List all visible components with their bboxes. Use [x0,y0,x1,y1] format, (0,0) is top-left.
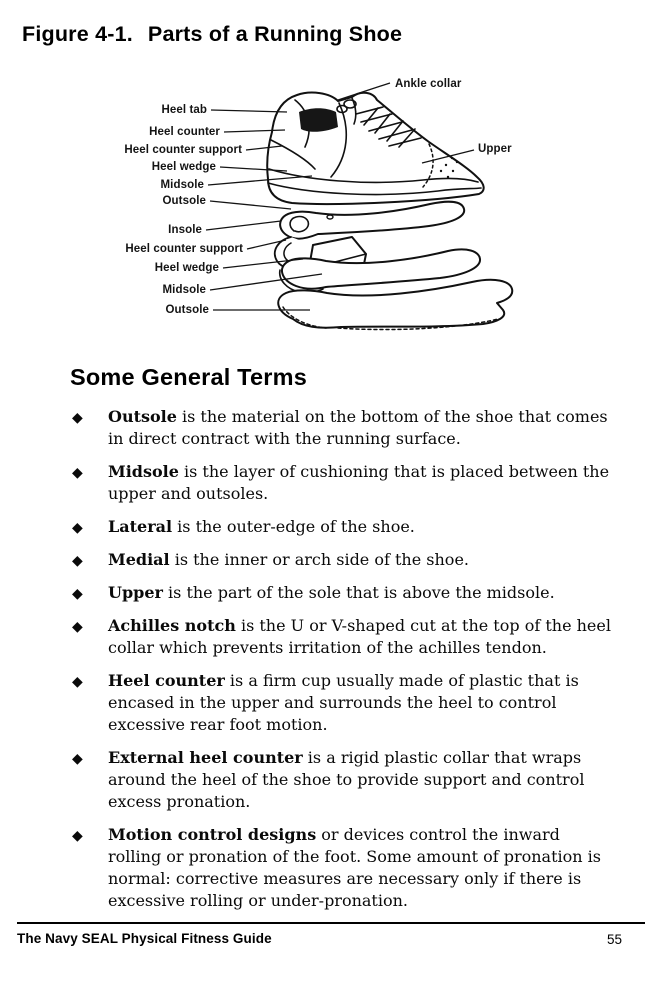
label-heel-counter: Heel counter [149,126,220,138]
shoe-diagram-art [0,70,661,362]
term-definition: is the material on the bottom of the shoe that comes in direct contract with the running surface. [108,407,608,448]
label-midsole-exploded: Midsole [162,284,206,296]
term-item-medial [70,549,613,571]
terms-list [70,406,618,912]
term-word: Achilles notch [108,616,236,635]
diamond-bullet-icon: ◆ [72,586,83,602]
term-definition: or devices control the inward rolling or pronation of the foot. Some amount of pronation is normal: corrective measures are necessary only if there is excessive rolling or under-pronation. [108,825,601,910]
term-word: Motion control designs [108,825,317,844]
label-heel-wedge-exploded: Heel wedge [154,262,219,274]
term-definition: is the layer of cushioning that is placed between the upper and outsoles. [108,462,610,503]
term-definition: is a firm cup usually made of plastic that is encased in the upper and surrounds the heel to control excessive rear foot motion. [108,671,579,734]
term-item-motion-control-designs [70,824,613,912]
footer-book-title: The Navy SEAL Physical Fitness Guide [17,931,272,946]
label-heel-tab: Heel tab [161,104,207,116]
term-word: Lateral [108,517,173,536]
term-definition: is the U or V-shaped cut at the top of the heel collar which prevents irritation of the achilles tendon. [108,616,611,657]
diamond-bullet-icon: ◆ [72,553,83,569]
running-shoe-diagram [0,70,661,362]
diamond-bullet-icon: ◆ [72,465,83,481]
diamond-bullet-icon: ◆ [72,619,83,635]
label-heel-counter-support-exploded: Heel counter support [125,243,243,255]
label-heel-counter-support: Heel counter support [124,144,242,156]
footer-divider [17,922,645,924]
label-outsole: Outsole [162,195,206,207]
label-midsole: Midsole [160,179,204,191]
diamond-bullet-icon: ◆ [72,520,83,536]
term-word: Midsole [108,462,179,481]
term-definition: is a rigid plastic collar that wraps around the heel of the shoe to provide support and control excess pronation. [108,748,585,811]
term-item-external-heel-counter [70,747,613,813]
term-definition: is the inner or arch side of the shoe. [169,550,469,569]
diamond-bullet-icon: ◆ [72,828,83,844]
label-outsole-exploded: Outsole [165,304,209,316]
label-insole-exploded: Insole [168,224,202,236]
term-word: Outsole [108,407,177,426]
term-definition: is the part of the sole that is above the midsole. [162,583,555,602]
general-terms-section [70,364,618,923]
term-word: Medial [108,550,170,569]
term-word: External heel counter [108,748,303,767]
label-ankle-collar: Ankle collar [395,78,462,90]
footer-page-number: 55 [606,932,622,947]
diamond-bullet-icon: ◆ [72,410,83,426]
figure-label: Figure 4-1. [22,22,133,46]
term-item-upper [70,582,613,604]
term-item-achilles-notch [70,615,613,659]
figure-title [22,22,402,47]
diamond-bullet-icon: ◆ [72,751,83,767]
term-item-outsole [70,406,613,450]
term-item-heel-counter [70,670,613,736]
term-word: Upper [108,583,163,602]
exploded-sole-stack [275,202,512,330]
laces [337,100,421,147]
section-heading: Some General Terms [70,364,307,390]
term-item-lateral [70,516,613,538]
term-definition: is the outer-edge of the shoe. [172,517,415,536]
term-item-midsole [70,461,613,505]
label-upper: Upper [478,143,512,155]
figure-title-text: Parts of a Running Shoe [147,22,403,46]
term-word: Heel counter [108,671,225,690]
shoe-side-view [267,93,483,204]
label-heel-wedge: Heel wedge [151,161,216,173]
diamond-bullet-icon: ◆ [72,674,83,690]
